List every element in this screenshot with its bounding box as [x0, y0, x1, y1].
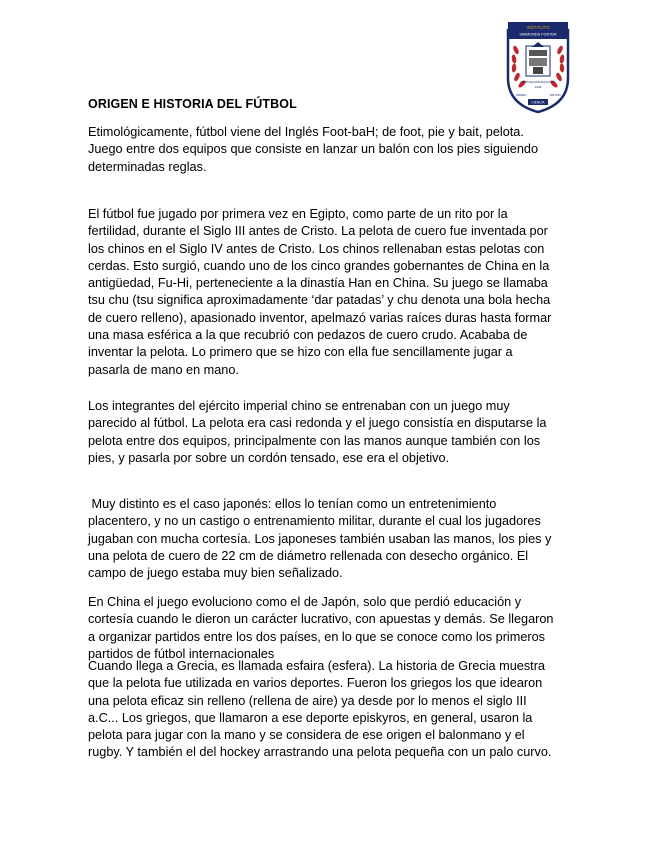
document-title: ORIGEN E HISTORIA DEL FÚTBOL	[88, 97, 297, 111]
paragraph-china-evolution	[88, 594, 566, 663]
text-line: cortesía cuando le dieron un carácter lucrativo, con apuestas y demás. Se llegaron	[88, 612, 554, 627]
text-line: que la pelota fue utilizada en varios deportes. Fueron los griegos los que idearon	[88, 676, 543, 691]
text-line: los chinos en el Siglo IV antes de Cristo. Los chinos rellenaban estas pelotas con	[88, 241, 545, 256]
text-line: placentero, y no un castigo o entrenamiento militar, durante el cual los jugadores	[88, 514, 541, 529]
text-line: una masa esférica a la que recubrió con pedazos de cuero crudo. Acababa de	[88, 328, 528, 343]
crest-banner-top: INSTITUTO	[526, 25, 550, 30]
text-line: una pelota eficaz sin relleno (rellena de aire) ya desde por lo menos el siglo III	[88, 693, 527, 708]
crest-motto: CIENCIA	[531, 100, 545, 105]
text-line: El fútbol fue jugado por primera vez en Egipto, como parte de un rito por la	[88, 207, 508, 221]
text-line: jugaban con mucha cortesía. Los japoneses también usaban las manos, los pies y	[88, 531, 552, 546]
school-crest-icon	[504, 20, 572, 114]
crest-center-text: CORPORACIÓN EDUCATIVA	[520, 81, 556, 84]
text-line: a.C... Los griegos, que llamaron a ese deporte episkyros, en general, usaron la	[88, 710, 533, 725]
crest-left-word: ORDEN	[515, 93, 527, 97]
text-line: de cuero relleno), apasionado inventor, apelmazó varias raíces duras hasta formar	[88, 310, 552, 325]
text-line: tsu chu (tsu significa aproximadamente ‘dar patadas’ y chu denota una bola hecha	[88, 293, 551, 308]
text-line: Los integrantes del ejército imperial chino se entrenaban con un juego muy	[88, 399, 510, 413]
text-line: En China el juego evoluciono como el de Japón, solo que perdió educación y	[88, 595, 522, 609]
paragraph-egypt-china	[88, 206, 566, 379]
paragraph-japan	[88, 496, 566, 582]
text-line: una pelota de cuero de 22 cm de diámetro rellenada con desecho orgánico. El	[88, 548, 529, 563]
text-line: partidos de fútbol internacionales	[88, 646, 275, 661]
text-line: fertilidad, durante el Siglo III antes de Cristo. La pelota de cuero fue inventada por	[88, 224, 548, 239]
text-line: campo de juego estaba muy bien señalizado.	[88, 566, 343, 581]
text-line: rugby. Y también el del hockey arrastrando una pelota pequeña con un palo curvo.	[88, 745, 552, 760]
text-line: parecido al fútbol. La pelota era casi redonda y el juego consistía en disputarse la	[88, 416, 547, 431]
text-line: determinadas reglas.	[88, 159, 207, 174]
crest-banner-sub: SIMMONDS FOSTER	[519, 32, 557, 37]
text-line: Juego entre dos equipos que consiste en lanzar un balón con los pies siguiendo	[88, 142, 539, 157]
text-line: a organizar partidos entre los dos países, en lo que se conoce como los primeros	[88, 629, 545, 644]
text-line: Etimológicamente, fútbol viene del Inglés Foot-baH; de foot, pie y bait, pelota.	[88, 125, 524, 139]
text-line: pasarla de mano en mano.	[88, 362, 239, 377]
paragraph-etymology	[88, 124, 566, 176]
text-line: Cuando llega a Grecia, es llamada esfaira (esfera). La historia de Grecia muestra	[88, 659, 545, 673]
text-line: antigüedad, Fu-Hi, perteneciente a la dinastía Han en China. Su juego se llamaba	[88, 276, 548, 291]
text-line: pies, y pasarla por sobre un cordón tensado, ese era el objetivo.	[88, 450, 450, 465]
text-line: cerdas. Esto surgió, cuando uno de los cinco grandes gobernantes de China en la	[88, 258, 550, 273]
text-line: Muy distinto es el caso japonés: ellos lo tenían como un entretenimiento	[88, 497, 497, 511]
text-line: inventar la pelota. Lo primero que se hizo con ella fue sencillamente jugar a	[88, 345, 513, 360]
crest-right-word: VIRTUD	[549, 93, 561, 97]
text-line: pelota para jugar con la mano y se considera de ese origen el balonmano y el	[88, 728, 525, 743]
crest-year: 1949	[534, 85, 542, 89]
crest-emblem-icon	[526, 42, 550, 76]
text-line: pelota entre dos equipos, principalmente con las manos aunque también con los	[88, 433, 541, 448]
paragraph-greece	[88, 658, 566, 762]
paragraph-imperial-army	[88, 398, 566, 467]
